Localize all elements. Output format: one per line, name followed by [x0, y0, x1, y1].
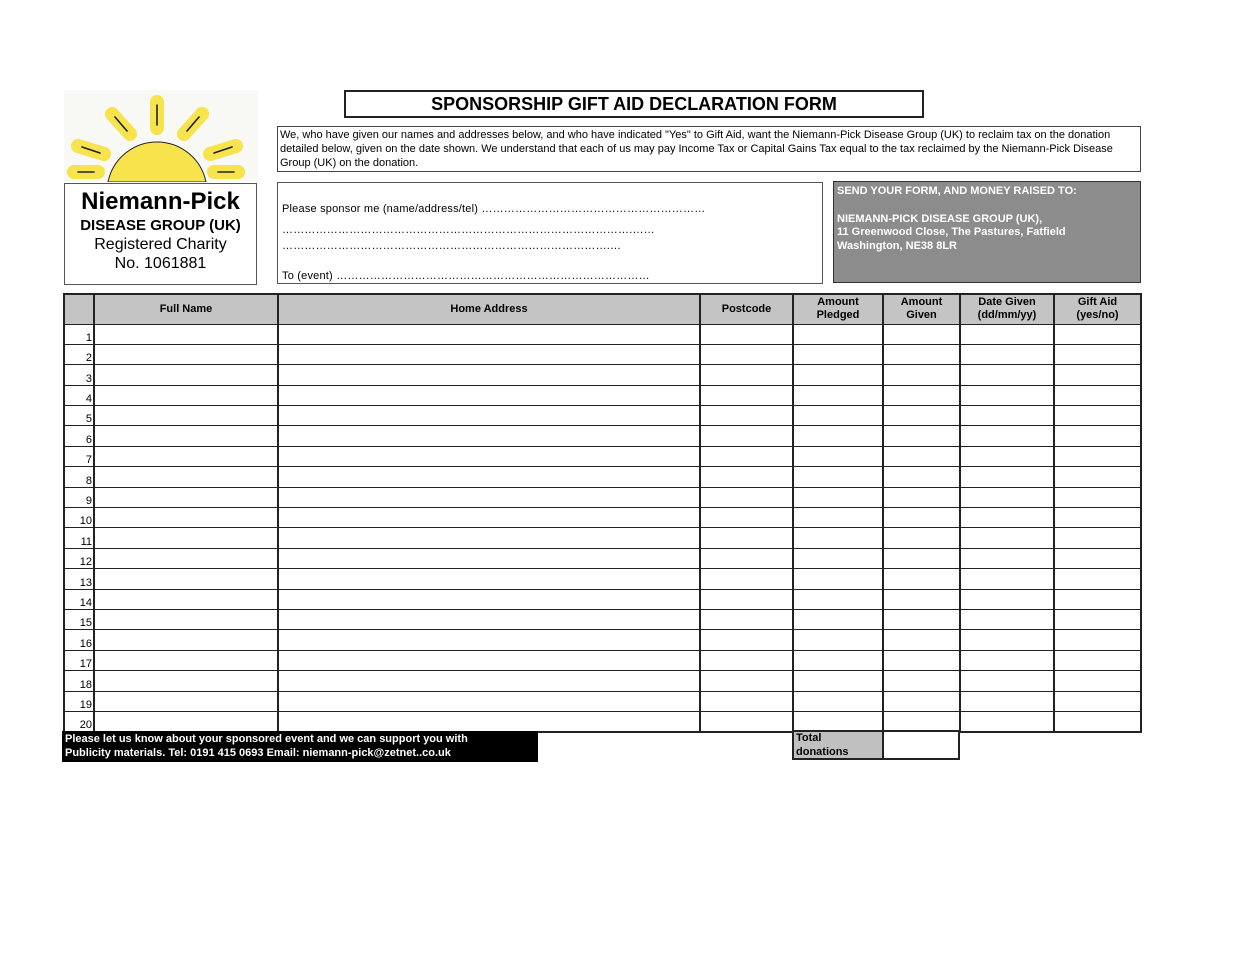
amount-given-cell[interactable] — [883, 508, 960, 528]
full-name-cell[interactable] — [94, 609, 278, 629]
gift-aid-cell[interactable] — [1054, 548, 1141, 568]
full-name-cell[interactable] — [94, 508, 278, 528]
amount-pledged-cell[interactable] — [793, 467, 883, 487]
gift-aid-cell[interactable] — [1054, 324, 1141, 344]
event-label: To (event) — [282, 270, 333, 282]
amount-pledged-cell[interactable] — [793, 406, 883, 426]
table-row — [64, 385, 1141, 405]
full-name-cell[interactable] — [94, 406, 278, 426]
org-subtitle: DISEASE GROUP (UK) — [80, 217, 241, 234]
gift-aid-cell[interactable] — [1054, 671, 1141, 691]
home-address-cell[interactable] — [278, 548, 700, 568]
amount-given-cell[interactable] — [883, 671, 960, 691]
postcode-cell[interactable] — [700, 344, 793, 364]
postcode-cell[interactable] — [700, 487, 793, 507]
amount-given-cell[interactable] — [883, 650, 960, 670]
row-number: 9 — [64, 487, 94, 507]
home-address-cell[interactable] — [278, 630, 700, 650]
row-number: 8 — [64, 467, 94, 487]
date-given-cell[interactable] — [960, 609, 1054, 629]
amount-pledged-cell[interactable] — [793, 691, 883, 711]
gift-aid-cell[interactable] — [1054, 487, 1141, 507]
gift-aid-cell[interactable] — [1054, 650, 1141, 670]
header-gift-aid: Gift Aid (yes/no) — [1054, 294, 1141, 324]
postcode-cell[interactable] — [700, 569, 793, 589]
gift-aid-cell[interactable] — [1054, 711, 1141, 731]
date-given-cell[interactable] — [960, 385, 1054, 405]
amount-pledged-cell[interactable] — [793, 487, 883, 507]
sponsor-name-line[interactable] — [282, 203, 705, 215]
header-amount-pledged: Amount Pledged — [793, 294, 883, 324]
row-number: 10 — [64, 508, 94, 528]
postcode-cell[interactable] — [700, 589, 793, 609]
table-row — [64, 569, 1141, 589]
table-row — [64, 589, 1141, 609]
header-row-number — [64, 294, 94, 324]
publicity-note — [62, 731, 538, 762]
form-title: SPONSORSHIP GIFT AID DECLARATION FORM — [344, 90, 924, 118]
amount-given-cell[interactable] — [883, 609, 960, 629]
full-name-cell[interactable] — [94, 446, 278, 466]
gift-aid-cell[interactable] — [1054, 344, 1141, 364]
row-number: 14 — [64, 589, 94, 609]
gift-aid-cell[interactable] — [1054, 508, 1141, 528]
full-name-cell[interactable] — [94, 711, 278, 731]
postcode-cell[interactable] — [700, 446, 793, 466]
charity-label: Registered Charity — [94, 236, 227, 253]
home-address-cell[interactable] — [278, 691, 700, 711]
home-address-cell[interactable] — [278, 528, 700, 548]
amount-pledged-cell[interactable] — [793, 385, 883, 405]
event-line[interactable] — [282, 270, 650, 282]
full-name-cell[interactable] — [94, 650, 278, 670]
amount-pledged-cell[interactable] — [793, 609, 883, 629]
gift-aid-cell[interactable] — [1054, 528, 1141, 548]
table-row — [64, 446, 1141, 466]
postcode-cell[interactable] — [700, 671, 793, 691]
amount-pledged-cell[interactable] — [793, 528, 883, 548]
amount-pledged-cell[interactable] — [793, 344, 883, 364]
postcode-cell[interactable] — [700, 630, 793, 650]
send-to-org: NIEMANN-PICK DISEASE GROUP (UK), — [837, 212, 1043, 225]
postcode-cell[interactable] — [700, 548, 793, 568]
table-row — [64, 508, 1141, 528]
amount-given-cell[interactable] — [883, 711, 960, 731]
charity-number: No. 1061881 — [114, 255, 207, 272]
header-amount-given: Amount Given — [883, 294, 960, 324]
logo-charity-box — [64, 183, 257, 285]
row-number: 5 — [64, 406, 94, 426]
amount-pledged-cell[interactable] — [793, 569, 883, 589]
full-name-cell[interactable] — [94, 548, 278, 568]
total-donations-field[interactable] — [882, 730, 960, 760]
sponsor-address-line-1[interactable]: ………………………………………………………………………………….…… — [282, 224, 655, 236]
date-given-cell[interactable] — [960, 446, 1054, 466]
amount-given-cell[interactable] — [883, 406, 960, 426]
row-number: 7 — [64, 446, 94, 466]
full-name-cell[interactable] — [94, 691, 278, 711]
amount-pledged-cell[interactable] — [793, 508, 883, 528]
row-number: 4 — [64, 385, 94, 405]
gift-aid-cell[interactable] — [1054, 467, 1141, 487]
home-address-cell[interactable] — [278, 671, 700, 691]
postcode-cell[interactable] — [700, 365, 793, 385]
table-row — [64, 711, 1141, 731]
full-name-cell[interactable] — [94, 630, 278, 650]
org-name: Niemann-Pick — [81, 188, 240, 215]
date-given-cell[interactable] — [960, 365, 1054, 385]
table-row — [64, 630, 1141, 650]
total-donations-label: Total donations — [792, 730, 883, 760]
postcode-cell[interactable] — [700, 385, 793, 405]
gift-aid-cell[interactable] — [1054, 406, 1141, 426]
gift-aid-cell[interactable] — [1054, 446, 1141, 466]
sponsor-name-field[interactable]: …………………………………………………… — [481, 203, 706, 215]
table-row — [64, 467, 1141, 487]
sponsorship-table — [63, 293, 1142, 733]
row-number: 17 — [64, 650, 94, 670]
amount-given-cell[interactable] — [883, 324, 960, 344]
postcode-cell[interactable] — [700, 609, 793, 629]
date-given-cell[interactable] — [960, 426, 1054, 446]
home-address-cell[interactable] — [278, 406, 700, 426]
header-postcode: Postcode — [700, 294, 793, 324]
send-to-address-2: Washington, NE38 8LR — [837, 239, 957, 252]
amount-given-cell[interactable] — [883, 548, 960, 568]
full-name-cell[interactable] — [94, 467, 278, 487]
full-name-cell[interactable] — [94, 324, 278, 344]
send-to-box — [833, 181, 1141, 283]
gift-aid-cell[interactable] — [1054, 569, 1141, 589]
table-header-row — [64, 294, 1141, 324]
gift-aid-cell[interactable] — [1054, 691, 1141, 711]
row-number: 11 — [64, 528, 94, 548]
home-address-cell[interactable] — [278, 426, 700, 446]
postcode-cell[interactable] — [700, 406, 793, 426]
date-given-cell[interactable] — [960, 671, 1054, 691]
publicity-note-line-2: Publicity materials. Tel: 0191 415 0693 Email: niemann-pick@zetnet..co.uk — [65, 746, 451, 759]
amount-pledged-cell[interactable] — [793, 671, 883, 691]
table-row — [64, 609, 1141, 629]
amount-pledged-cell[interactable] — [793, 324, 883, 344]
amount-given-cell[interactable] — [883, 426, 960, 446]
amount-pledged-cell[interactable] — [793, 548, 883, 568]
full-name-cell[interactable] — [94, 589, 278, 609]
full-name-cell[interactable] — [94, 671, 278, 691]
home-address-cell[interactable] — [278, 711, 700, 731]
date-given-cell[interactable] — [960, 487, 1054, 507]
row-number: 20 — [64, 711, 94, 731]
full-name-cell[interactable] — [94, 365, 278, 385]
home-address-cell[interactable] — [278, 365, 700, 385]
table-row — [64, 426, 1141, 446]
postcode-cell[interactable] — [700, 711, 793, 731]
amount-given-cell[interactable] — [883, 365, 960, 385]
amount-given-cell[interactable] — [883, 691, 960, 711]
amount-given-cell[interactable] — [883, 446, 960, 466]
row-number: 1 — [64, 324, 94, 344]
amount-pledged-cell[interactable] — [793, 365, 883, 385]
date-given-cell[interactable] — [960, 589, 1054, 609]
home-address-cell[interactable] — [278, 324, 700, 344]
postcode-cell[interactable] — [700, 508, 793, 528]
amount-pledged-cell[interactable] — [793, 426, 883, 446]
amount-given-cell[interactable] — [883, 569, 960, 589]
logo-sun — [64, 90, 258, 182]
header-full-name: Full Name — [94, 294, 278, 324]
date-given-cell[interactable] — [960, 508, 1054, 528]
amount-given-cell[interactable] — [883, 487, 960, 507]
table-row — [64, 406, 1141, 426]
amount-given-cell[interactable] — [883, 467, 960, 487]
row-number: 16 — [64, 630, 94, 650]
home-address-cell[interactable] — [278, 385, 700, 405]
row-number: 6 — [64, 426, 94, 446]
table-row — [64, 365, 1141, 385]
row-number: 2 — [64, 344, 94, 364]
sponsor-details-box — [277, 182, 823, 284]
home-address-cell[interactable] — [278, 487, 700, 507]
send-to-heading: SEND YOUR FORM, AND MONEY RAISED TO: — [837, 185, 1077, 197]
amount-pledged-cell[interactable] — [793, 711, 883, 731]
table-row — [64, 528, 1141, 548]
table-row — [64, 691, 1141, 711]
row-number: 18 — [64, 671, 94, 691]
table-row — [64, 671, 1141, 691]
send-to-address-1: 11 Greenwood Close, The Pastures, Fatfield — [837, 226, 1066, 238]
table-row — [64, 344, 1141, 364]
header-home-address: Home Address — [278, 294, 700, 324]
amount-pledged-cell[interactable] — [793, 650, 883, 670]
table-row — [64, 650, 1141, 670]
home-address-cell[interactable] — [278, 344, 700, 364]
event-field[interactable]: ………………………………………………………………………… — [336, 270, 650, 282]
row-number: 3 — [64, 365, 94, 385]
sponsor-name-label: Please sponsor me (name/address/tel) — [282, 203, 479, 215]
date-given-cell[interactable] — [960, 711, 1054, 731]
amount-given-cell[interactable] — [883, 385, 960, 405]
sponsor-address-line-2[interactable]: …………………………………………………………………………….… — [282, 240, 622, 252]
full-name-cell[interactable] — [94, 528, 278, 548]
home-address-cell[interactable] — [278, 609, 700, 629]
amount-given-cell[interactable] — [883, 344, 960, 364]
postcode-cell[interactable] — [700, 324, 793, 344]
header-date-given: Date Given (dd/mm/yy) — [960, 294, 1054, 324]
date-given-cell[interactable] — [960, 548, 1054, 568]
full-name-cell[interactable] — [94, 487, 278, 507]
postcode-cell[interactable] — [700, 650, 793, 670]
gift-aid-cell[interactable] — [1054, 589, 1141, 609]
postcode-cell[interactable] — [700, 426, 793, 446]
gift-aid-cell[interactable] — [1054, 385, 1141, 405]
postcode-cell[interactable] — [700, 467, 793, 487]
row-number: 12 — [64, 548, 94, 568]
home-address-cell[interactable] — [278, 508, 700, 528]
postcode-cell[interactable] — [700, 528, 793, 548]
table-row — [64, 548, 1141, 568]
home-address-cell[interactable] — [278, 446, 700, 466]
gift-aid-cell[interactable] — [1054, 630, 1141, 650]
gift-aid-cell[interactable] — [1054, 426, 1141, 446]
table-row — [64, 324, 1141, 344]
date-given-cell[interactable] — [960, 691, 1054, 711]
gift-aid-cell[interactable] — [1054, 609, 1141, 629]
amount-pledged-cell[interactable] — [793, 630, 883, 650]
table-row — [64, 487, 1141, 507]
home-address-cell[interactable] — [278, 589, 700, 609]
date-given-cell[interactable] — [960, 467, 1054, 487]
amount-given-cell[interactable] — [883, 528, 960, 548]
home-address-cell[interactable] — [278, 650, 700, 670]
date-given-cell[interactable] — [960, 630, 1054, 650]
full-name-cell[interactable] — [94, 426, 278, 446]
full-name-cell[interactable] — [94, 344, 278, 364]
amount-pledged-cell[interactable] — [793, 589, 883, 609]
home-address-cell[interactable] — [278, 467, 700, 487]
date-given-cell[interactable] — [960, 569, 1054, 589]
date-given-cell[interactable] — [960, 528, 1054, 548]
gift-aid-cell[interactable] — [1054, 365, 1141, 385]
publicity-note-line-1: Please let us know about your sponsored event and we can support you with — [65, 733, 468, 745]
postcode-cell[interactable] — [700, 691, 793, 711]
date-given-cell[interactable] — [960, 406, 1054, 426]
home-address-cell[interactable] — [278, 569, 700, 589]
sun-icon — [64, 90, 258, 182]
declaration-text: We, who have given our names and addresses below, and who have indicated "Yes" to Gift Aid, want the Niemann-Pick Disease Group (UK) to reclaim tax on the donation detailed below, given on the date shown. We understand that each of us may pay Income Tax or Capital Gains Tax equal to the tax reclaimed by the Niemann-Pick Disease Group (UK) on the donation. — [277, 126, 1141, 172]
date-given-cell[interactable] — [960, 324, 1054, 344]
row-number: 19 — [64, 691, 94, 711]
amount-pledged-cell[interactable] — [793, 446, 883, 466]
date-given-cell[interactable] — [960, 344, 1054, 364]
row-number: 13 — [64, 569, 94, 589]
row-number: 15 — [64, 609, 94, 629]
date-given-cell[interactable] — [960, 650, 1054, 670]
full-name-cell[interactable] — [94, 569, 278, 589]
full-name-cell[interactable] — [94, 385, 278, 405]
amount-given-cell[interactable] — [883, 630, 960, 650]
amount-given-cell[interactable] — [883, 589, 960, 609]
